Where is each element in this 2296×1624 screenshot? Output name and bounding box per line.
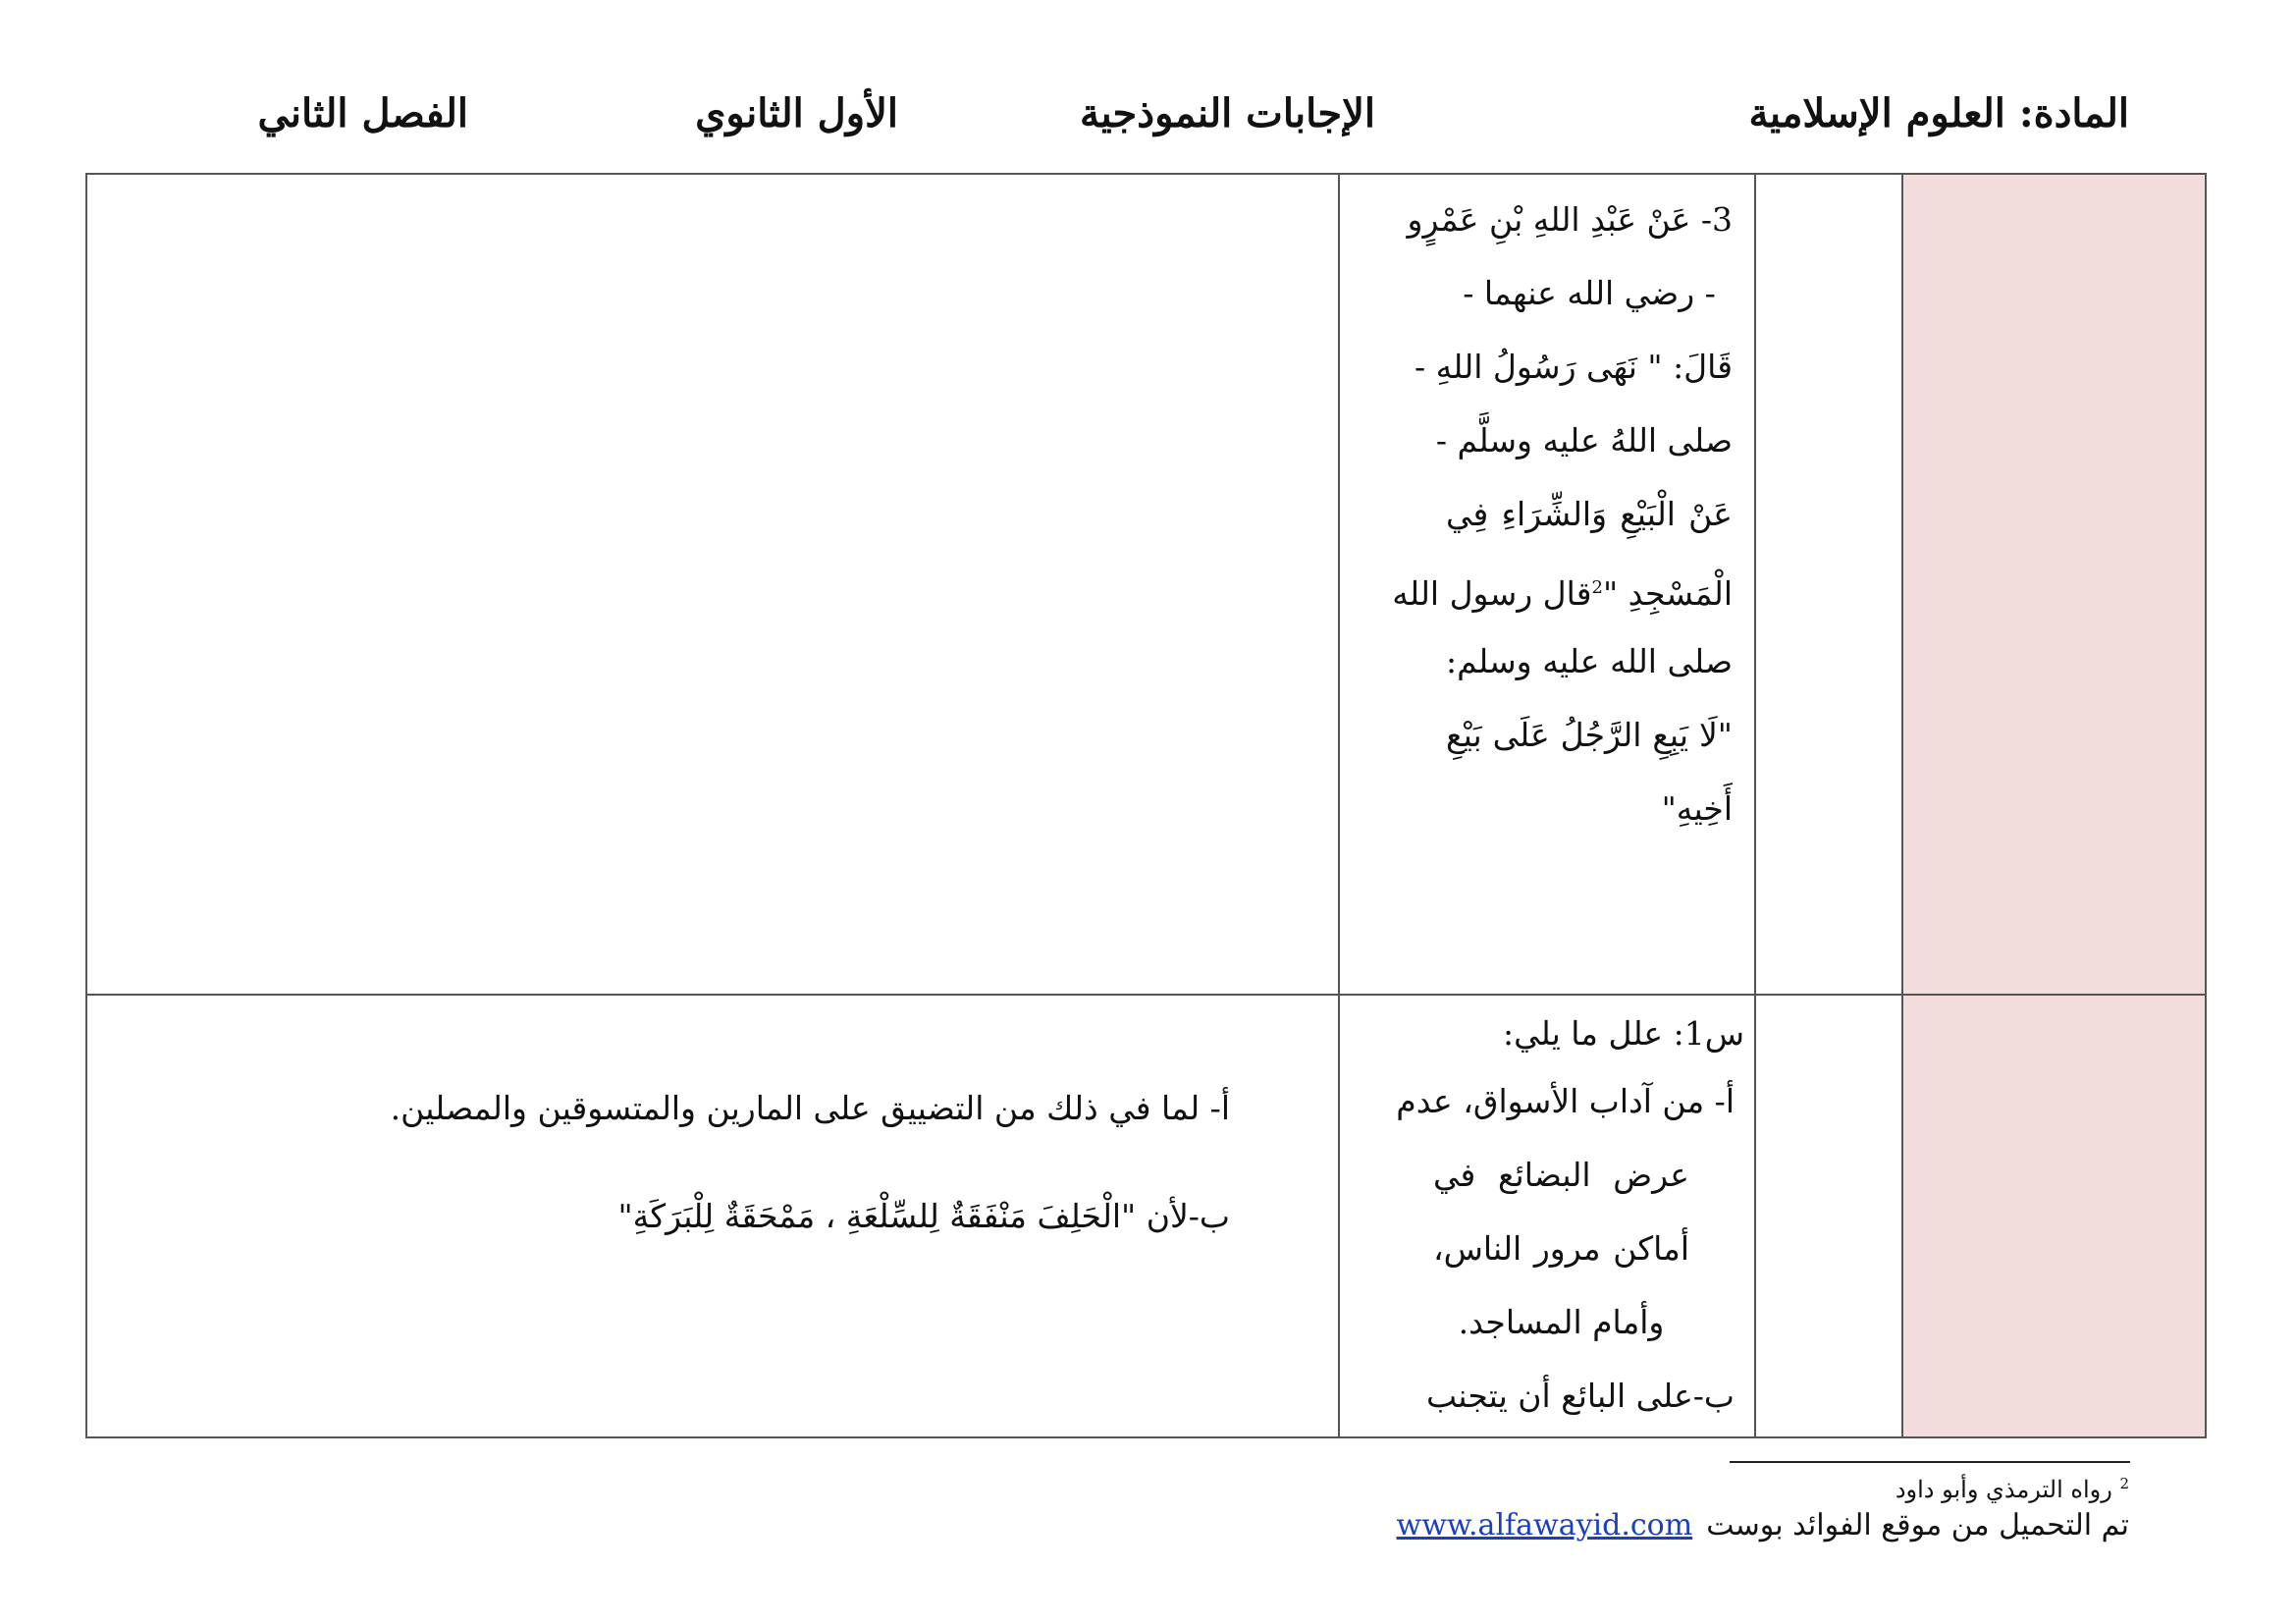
question-title: س1: علل ما يلي:: [1503, 1014, 1744, 1053]
download-note: [1397, 1508, 2129, 1543]
hadith-line: صلى اللهُ عليه وسلَّم -: [1435, 421, 1733, 460]
subject-title: المادة: العلوم الإسلامية: [1748, 90, 2129, 136]
footnote: [1896, 1475, 2129, 1503]
question-line: أماكن مرور الناس،: [1433, 1229, 1689, 1268]
marks-cell: [1902, 995, 2206, 1437]
score-cell: [1755, 174, 1902, 995]
question-line: أ- من آداب الأسواق، عدم: [1396, 1082, 1735, 1120]
hadith-line: - رضي الله عنهما -: [1463, 274, 1716, 312]
answer-line: أ- لما في ذلك من التضييق على المارين والمتسوقين والمصلين.: [390, 1089, 1230, 1127]
footnote-ref: 2: [1591, 577, 1603, 598]
footnote-number: 2: [2119, 1475, 2129, 1492]
footnote-text: رواه الترمذي وأبو داود: [1895, 1476, 2112, 1503]
hadith-line: قَالَ: " نَهَى رَسُولُ اللهِ -: [1414, 348, 1733, 386]
site-link[interactable]: www.alfawayid.com: [1396, 1508, 1693, 1543]
question-cell: [1339, 174, 1755, 995]
answer-cell: [86, 174, 1339, 995]
term-title: الفصل الثاني: [257, 90, 468, 136]
page-header: [0, 90, 2296, 159]
table-row: [86, 995, 2206, 1437]
score-cell: [1755, 995, 1902, 1437]
question-cell: [1339, 995, 1755, 1437]
hadith-fragment: قال رسول الله: [1392, 574, 1592, 613]
question-line: وأمام المساجد.: [1458, 1303, 1665, 1341]
hadith-line: 3- عَنْ عَبْدِ اللهِ بْنِ عَمْرٍو: [1407, 200, 1733, 239]
answer-line: ب-لأن "الْحَلِفَ مَنْفَقَةٌ لِلسِّلْعَةِ ، مَمْحَقَةٌ لِلْبَرَكَةِ": [617, 1197, 1230, 1235]
table-row: [86, 174, 2206, 995]
hadith-line: عَنْ الْبَيْعِ وَالشِّرَاءِ فِي: [1446, 495, 1733, 533]
grade-title: الأول الثانوي: [695, 90, 898, 136]
hadith-line: أَخِيهِ": [1661, 789, 1733, 828]
hadith-line: [1392, 551, 1733, 624]
question-line: عرض البضائع في: [1433, 1156, 1689, 1194]
marks-cell: [1902, 174, 2206, 995]
answers-table: [85, 173, 2207, 1438]
download-text: تم التحميل من موقع الفوائد بوست: [1706, 1508, 2129, 1543]
footnote-divider: [1730, 1461, 2130, 1463]
hadith-fragment: الْمَسْجِدِ ": [1602, 574, 1733, 613]
hadith-line: صلى الله عليه وسلم:: [1446, 642, 1733, 680]
question-line: ب-على البائع أن يتجنب: [1426, 1377, 1735, 1415]
hadith-line: "لَا يَبِعِ الرَّجُلُ عَلَى بَيْعِ: [1446, 716, 1733, 754]
answer-cell: [86, 995, 1339, 1437]
answers-title: الإجابات النموذجية: [1080, 90, 1375, 136]
